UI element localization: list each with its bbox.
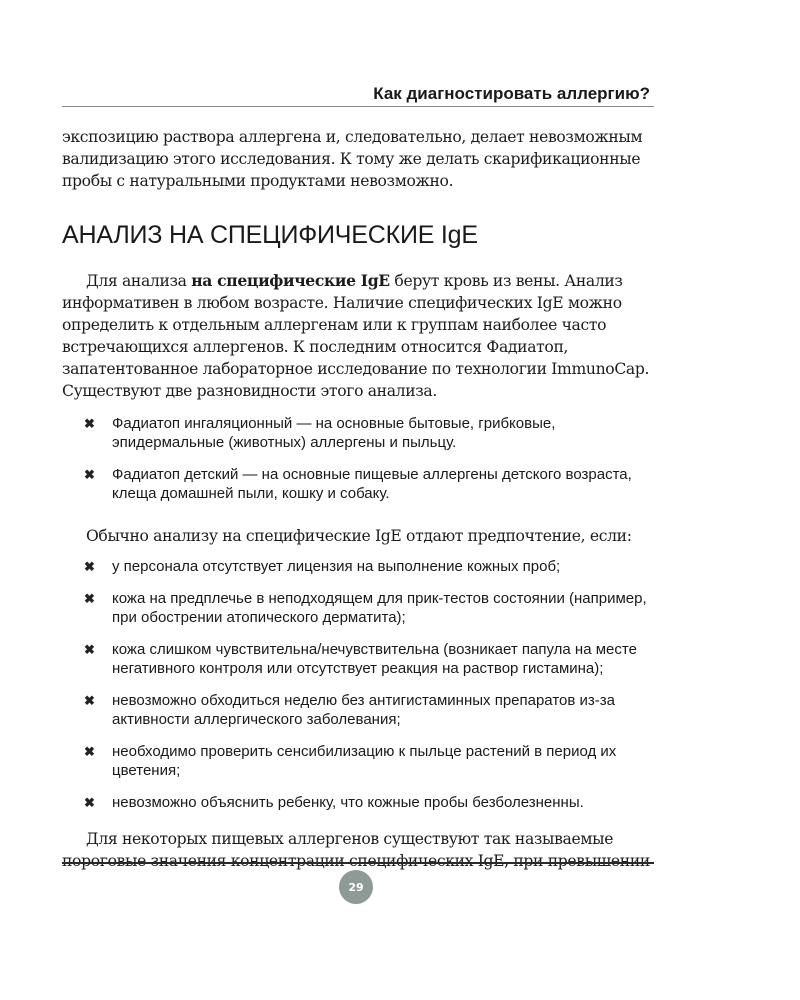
conditions-list bbox=[62, 557, 652, 812]
bullet-x-icon: ✖ bbox=[84, 795, 95, 810]
list-item-text: у персонала отсутствует лицензия на выполнение кожных проб; bbox=[112, 558, 561, 575]
header-divider bbox=[62, 106, 654, 107]
list-item-text: необходимо проверить сенсибилизацию к пыльце растений в период их цветения; bbox=[112, 743, 617, 779]
list-item bbox=[62, 640, 652, 678]
list-item-text: Фадиатоп ингаляционный — на основные бытовые, грибковые, эпидермальные (животных) аллергены и пыльцу. bbox=[112, 415, 556, 451]
list-item bbox=[62, 557, 652, 576]
list-item bbox=[62, 465, 652, 503]
bullet-x-icon: ✖ bbox=[84, 591, 95, 606]
fadiatop-types-list bbox=[62, 414, 652, 503]
list-item bbox=[62, 414, 652, 452]
para1-before: Для анализа bbox=[86, 272, 192, 290]
bullet-x-icon: ✖ bbox=[84, 559, 95, 574]
bullet-x-icon: ✖ bbox=[84, 693, 95, 708]
list-item-text: невозможно обходиться неделю без антигистаминных препаратов из-за активности аллергического заболевания; bbox=[112, 692, 615, 728]
bullet-x-icon: ✖ bbox=[84, 642, 95, 657]
closing-paragraph: Для некоторых пищевых аллергенов существуют так называемые пороговые значения концентрации специфических IgE, при превышении bbox=[62, 830, 650, 870]
list-item-text: кожа на предплечье в неподходящем для прик-тестов состоянии (например, при обострении атопического дерматита); bbox=[112, 590, 647, 626]
list-item-text: Фадиатоп детский — на основные пищевые аллергены детского возраста, клеща домашней пыли, кошку и собаку. bbox=[112, 466, 632, 502]
list-item bbox=[62, 589, 652, 627]
bullet-x-icon: ✖ bbox=[84, 416, 95, 431]
running-title: Как диагностировать аллергию? bbox=[373, 84, 650, 103]
list-item-text: невозможно объяснить ребенку, что кожные пробы безболезненны. bbox=[112, 794, 584, 811]
para1-after: берут кровь из вены. Анализ информативен в любом возрасте. Наличие специфических IgE можно определить к отдельным аллергенам или к группам наиболее часто встречающихся аллергенов. К последним относится Фадиатоп, запатентованное лабораторное исследование по технологии ImmunoCap. Существуют две разновидности этого анализа. bbox=[62, 272, 650, 400]
list-item-text: кожа слишком чувствительна/нечувствительна (возникает папула на месте негативного контроля или отсутствует реакция на раствор гистамина); bbox=[112, 641, 637, 677]
preference-intro: Обычно анализу на специфические IgE отдают предпочтение, если: bbox=[86, 527, 632, 545]
section-paragraph-1 bbox=[62, 270, 652, 402]
footer-divider bbox=[62, 862, 654, 864]
page-number-badge: 29 bbox=[339, 870, 373, 904]
page-body bbox=[62, 126, 652, 872]
bullet-x-icon: ✖ bbox=[84, 467, 95, 482]
bullet-x-icon: ✖ bbox=[84, 744, 95, 759]
list-item bbox=[62, 793, 652, 812]
para1-bold: на специфические IgE bbox=[191, 271, 390, 290]
list-item bbox=[62, 742, 652, 780]
intro-paragraph: экспозицию раствора аллергена и, следовательно, делает невозможным валидизацию этого исследования. К тому же делать скарификационные пробы с натуральными продуктами невозможно. bbox=[62, 128, 643, 190]
section-title: АНАЛИЗ НА СПЕЦИФИЧЕСКИЕ IgE bbox=[62, 221, 478, 249]
list-item bbox=[62, 691, 652, 729]
